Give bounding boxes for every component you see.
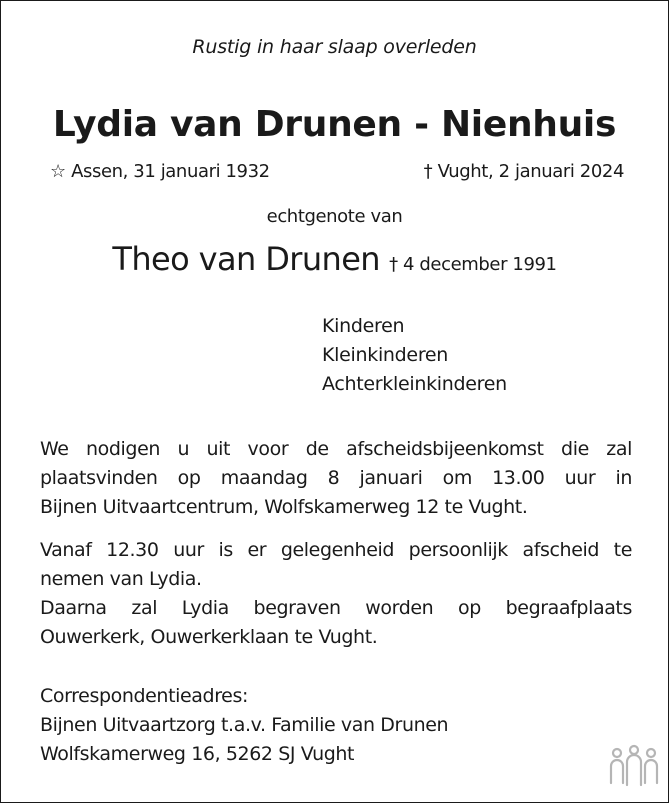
family-list <box>322 312 507 399</box>
invitation-line: We nodigen u uit voor de afscheidsbijeenkomst die zal <box>40 438 632 460</box>
correspondence-address <box>40 682 632 769</box>
family-item: Achterkleinkinderen <box>322 373 507 395</box>
deceased-name: Lydia van Drunen - Nienhuis <box>52 104 617 145</box>
invitation-paragraph <box>40 435 632 522</box>
spouse-row <box>0 240 669 278</box>
family-item: Kleinkinderen <box>322 344 449 366</box>
star-icon: ☆ <box>50 161 66 182</box>
farewell-paragraph <box>40 536 632 652</box>
invitation-line: Bijnen Uitvaartcentrum, Wolfskamerweg 12 te Vught. <box>40 496 528 518</box>
farewell-line: Ouwerkerk, Ouwerkerklaan te Vught. <box>40 626 378 648</box>
birth-info <box>50 161 270 182</box>
cross-icon: † <box>423 161 433 182</box>
death-text: Vught, 2 januari 2024 <box>437 161 624 182</box>
farewell-line: nemen van Lydia. <box>40 568 202 590</box>
correspondence-line: Wolfskamerweg 16, 5262 SJ Vught <box>40 743 355 765</box>
spouse-death: † 4 december 1991 <box>389 254 557 275</box>
family-item: Kinderen <box>322 315 405 337</box>
death-info <box>424 161 624 182</box>
motto: Rustig in haar slaap overleden <box>192 36 477 58</box>
invitation-line: plaatsvinden op maandag 8 januari om 13.00 uur in <box>40 467 632 489</box>
people-group-icon <box>608 743 660 789</box>
spouse-name: Theo van Drunen <box>112 240 380 278</box>
correspondence-label: Correspondentieadres: <box>40 685 248 707</box>
farewell-line: Daarna zal Lydia begraven worden op begraafplaats <box>40 597 632 619</box>
farewell-line: Vanaf 12.30 uur is er gelegenheid persoonlijk afscheid te <box>40 539 632 561</box>
birth-text: Assen, 31 januari 1932 <box>71 161 270 182</box>
spouse-relation: echtgenote van <box>266 206 403 227</box>
correspondence-line: Bijnen Uitvaartzorg t.a.v. Familie van Drunen <box>40 714 449 736</box>
